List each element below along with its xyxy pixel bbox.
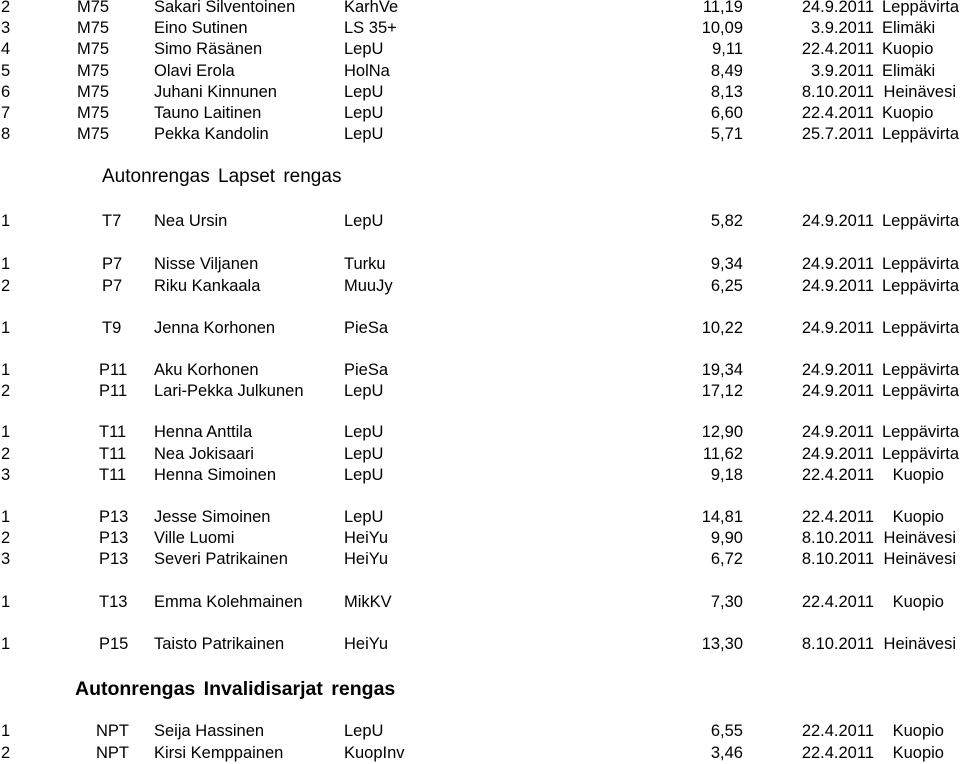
athlete-name-cell: Nea Jokisaari — [154, 445, 254, 463]
athlete-name-cell: Henna Anttila — [154, 423, 253, 441]
class-cell: P15 — [99, 635, 129, 653]
result-row — [0, 17, 960, 39]
club-cell: PieSa — [344, 319, 389, 337]
result-row — [0, 0, 960, 18]
place-cell: Kuopio — [892, 508, 944, 526]
place-cell: Elimäki — [882, 62, 936, 80]
athlete-name-cell: Eino Sutinen — [154, 19, 248, 37]
athlete-name-cell: Seija Hassinen — [154, 722, 265, 740]
result-cell: 12,90 — [701, 423, 743, 441]
club-cell: LepU — [344, 508, 384, 526]
club-cell: LepU — [344, 722, 384, 740]
result-row — [0, 60, 960, 82]
class-cell: P13 — [99, 508, 129, 526]
place-cell: Leppävirta — [882, 445, 960, 463]
club-cell: MikKV — [344, 593, 392, 611]
date-cell: 24.9.2011 — [801, 212, 874, 230]
rank-cell: 1 — [1, 593, 11, 611]
athlete-name-cell: Lari-Pekka Julkunen — [154, 382, 304, 400]
club-cell: Turku — [344, 255, 386, 273]
result-row — [0, 464, 960, 486]
date-cell: 22.4.2011 — [801, 40, 874, 58]
rank-cell: 1 — [1, 423, 11, 441]
class-cell: T11 — [99, 466, 127, 484]
rank-cell: 3 — [1, 466, 11, 484]
rank-cell: 2 — [1, 277, 11, 295]
result-row — [0, 380, 960, 402]
result-cell: 6,60 — [710, 104, 743, 122]
place-cell: Kuopio — [892, 722, 944, 740]
place-cell: Heinävesi — [883, 83, 956, 101]
date-cell: 8.10.2011 — [801, 83, 874, 101]
rank-cell: 3 — [1, 19, 11, 37]
club-cell: HeiYu — [344, 550, 389, 568]
club-cell: LepU — [344, 466, 384, 484]
club-cell: LepU — [344, 445, 384, 463]
rank-cell: 1 — [1, 635, 11, 653]
rank-cell: 4 — [1, 40, 11, 58]
section-heading-invalidisarjat: Autonrengas Invalidisarjat rengas — [75, 678, 396, 700]
place-cell: Kuopio — [892, 744, 944, 762]
club-cell: PieSa — [344, 361, 389, 379]
rank-cell: 2 — [1, 382, 11, 400]
result-cell: 10,22 — [701, 319, 743, 337]
athlete-name-cell: Tauno Laitinen — [154, 104, 262, 122]
club-cell: KarhVe — [344, 0, 399, 16]
club-cell: MuuJy — [344, 277, 393, 295]
place-cell: Heinävesi — [883, 550, 956, 568]
athlete-name-cell: Jenna Korhonen — [154, 319, 276, 337]
athlete-name-cell: Ville Luomi — [154, 529, 235, 547]
date-cell: 22.4.2011 — [801, 722, 874, 740]
date-cell: 8.10.2011 — [801, 529, 874, 547]
rank-cell: 2 — [1, 445, 11, 463]
class-cell: T11 — [99, 423, 127, 441]
athlete-name-cell: Jesse Simoinen — [154, 508, 271, 526]
result-cell: 9,18 — [710, 466, 743, 484]
place-cell: Kuopio — [882, 104, 934, 122]
rank-cell: 1 — [1, 508, 11, 526]
rank-cell: 2 — [1, 529, 11, 547]
date-cell: 24.9.2011 — [801, 319, 874, 337]
athlete-name-cell: Aku Korhonen — [154, 361, 259, 379]
club-cell: LepU — [344, 382, 384, 400]
class-cell: M75 — [77, 125, 110, 143]
date-cell: 24.9.2011 — [801, 0, 874, 16]
rank-cell: 3 — [1, 550, 11, 568]
result-row — [0, 102, 960, 124]
athlete-name-cell: Juhani Kinnunen — [154, 83, 277, 101]
rank-cell: 1 — [1, 722, 11, 740]
class-cell: NPT — [96, 722, 129, 740]
date-cell: 22.4.2011 — [801, 508, 874, 526]
result-cell: 3,46 — [710, 744, 743, 762]
class-cell: M75 — [77, 40, 110, 58]
result-row — [0, 421, 960, 443]
class-cell: T9 — [102, 319, 122, 337]
place-cell: Heinävesi — [883, 529, 956, 547]
date-cell: 8.10.2011 — [801, 550, 874, 568]
rank-cell: 1 — [1, 255, 11, 273]
club-cell: HeiYu — [344, 635, 389, 653]
athlete-name-cell: Nea Ursin — [154, 212, 228, 230]
class-cell: T13 — [99, 593, 128, 611]
class-cell: M75 — [77, 83, 110, 101]
class-cell: P7 — [102, 277, 123, 295]
athlete-name-cell: Simo Räsänen — [154, 40, 263, 58]
result-row — [0, 38, 960, 60]
result-cell: 6,72 — [710, 550, 743, 568]
result-cell: 8,49 — [710, 62, 743, 80]
date-cell: 24.9.2011 — [801, 445, 874, 463]
result-row — [0, 275, 960, 297]
result-cell: 5,82 — [710, 212, 743, 230]
result-row — [0, 548, 960, 570]
place-cell: Leppävirta — [882, 319, 960, 337]
class-cell: P11 — [99, 361, 128, 379]
athlete-name-cell: Kirsi Kemppainen — [154, 744, 284, 762]
place-cell: Leppävirta — [882, 125, 960, 143]
class-cell: P13 — [99, 529, 129, 547]
rank-cell: 2 — [1, 744, 11, 762]
club-cell: LS 35+ — [344, 19, 397, 37]
result-cell: 11,19 — [702, 0, 743, 16]
club-cell: KuopInv — [344, 744, 405, 762]
club-cell: HolNa — [344, 62, 390, 80]
class-cell: M75 — [77, 104, 110, 122]
result-row — [0, 81, 960, 103]
result-row — [0, 527, 960, 549]
place-cell: Leppävirta — [882, 0, 960, 16]
date-cell: 25.7.2011 — [801, 125, 874, 143]
athlete-name-cell: Sakari Silventoinen — [154, 0, 296, 16]
date-cell: 22.4.2011 — [801, 744, 874, 762]
club-cell: LepU — [344, 125, 384, 143]
result-row — [0, 359, 960, 381]
result-row — [0, 720, 960, 742]
date-cell: 24.9.2011 — [801, 423, 874, 441]
club-cell: LepU — [344, 423, 384, 441]
result-cell: 7,30 — [710, 593, 743, 611]
place-cell: Leppävirta — [882, 212, 960, 230]
place-cell: Leppävirta — [882, 382, 960, 400]
result-row — [0, 317, 960, 339]
result-cell: 17,12 — [701, 382, 743, 400]
class-cell: P11 — [99, 382, 128, 400]
date-cell: 22.4.2011 — [801, 104, 874, 122]
club-cell: HeiYu — [344, 529, 389, 547]
result-cell: 9,11 — [712, 40, 743, 58]
class-cell: NPT — [96, 744, 129, 762]
result-row — [0, 591, 960, 613]
section-heading-lapset: Autonrengas Lapset rengas — [102, 166, 342, 187]
place-cell: Kuopio — [892, 466, 944, 484]
result-row — [0, 633, 960, 655]
club-cell: LepU — [344, 104, 384, 122]
class-cell: T11 — [99, 445, 127, 463]
rank-cell: 1 — [1, 212, 11, 230]
club-cell: LepU — [344, 212, 384, 230]
place-cell: Heinävesi — [883, 635, 956, 653]
place-cell: Leppävirta — [882, 361, 960, 379]
result-cell: 19,34 — [701, 361, 743, 379]
result-cell: 9,90 — [710, 529, 743, 547]
result-row — [0, 742, 960, 764]
date-cell: 24.9.2011 — [801, 255, 874, 273]
class-cell: M75 — [77, 62, 110, 80]
date-cell: 3.9.2011 — [810, 62, 874, 80]
class-cell: T7 — [102, 212, 122, 230]
result-row — [0, 123, 960, 145]
place-cell: Elimäki — [882, 19, 936, 37]
rank-cell: 7 — [1, 104, 11, 122]
class-cell: M75 — [77, 19, 110, 37]
athlete-name-cell: Nisse Viljanen — [154, 255, 259, 273]
athlete-name-cell: Olavi Erola — [154, 62, 235, 80]
result-cell: 6,25 — [710, 277, 743, 295]
athlete-name-cell: Riku Kankaala — [154, 277, 261, 295]
rank-cell: 6 — [1, 83, 11, 101]
rank-cell: 2 — [1, 0, 11, 16]
date-cell: 24.9.2011 — [801, 277, 874, 295]
result-row — [0, 443, 960, 465]
place-cell: Leppävirta — [882, 423, 960, 441]
result-row — [0, 506, 960, 528]
result-cell: 10,09 — [701, 19, 743, 37]
date-cell: 8.10.2011 — [801, 635, 874, 653]
rank-cell: 5 — [1, 62, 11, 80]
result-cell: 14,81 — [701, 508, 743, 526]
athlete-name-cell: Emma Kolehmainen — [154, 593, 303, 611]
athlete-name-cell: Taisto Patrikainen — [154, 635, 285, 653]
result-row — [0, 253, 960, 275]
class-cell: P13 — [99, 550, 129, 568]
place-cell: Leppävirta — [882, 255, 960, 273]
place-cell: Kuopio — [892, 593, 944, 611]
result-cell: 8,13 — [710, 83, 743, 101]
club-cell: LepU — [344, 40, 384, 58]
result-cell: 13,30 — [701, 635, 743, 653]
athlete-name-cell: Henna Simoinen — [154, 466, 276, 484]
rank-cell: 8 — [1, 125, 11, 143]
result-cell: 6,55 — [710, 722, 743, 740]
rank-cell: 1 — [1, 319, 11, 337]
class-cell: M75 — [77, 0, 110, 16]
date-cell: 24.9.2011 — [801, 382, 874, 400]
place-cell: Leppävirta — [882, 277, 960, 295]
athlete-name-cell: Severi Patrikainen — [154, 550, 288, 568]
date-cell: 24.9.2011 — [801, 361, 874, 379]
result-cell: 11,62 — [702, 445, 743, 463]
date-cell: 3.9.2011 — [810, 19, 874, 37]
class-cell: P7 — [102, 255, 123, 273]
date-cell: 22.4.2011 — [801, 466, 874, 484]
club-cell: LepU — [344, 83, 384, 101]
place-cell: Kuopio — [882, 40, 934, 58]
date-cell: 22.4.2011 — [801, 593, 874, 611]
result-cell: 9,34 — [710, 255, 743, 273]
athlete-name-cell: Pekka Kandolin — [154, 125, 269, 143]
rank-cell: 1 — [1, 361, 11, 379]
result-row — [0, 210, 960, 232]
result-cell: 5,71 — [710, 125, 743, 143]
